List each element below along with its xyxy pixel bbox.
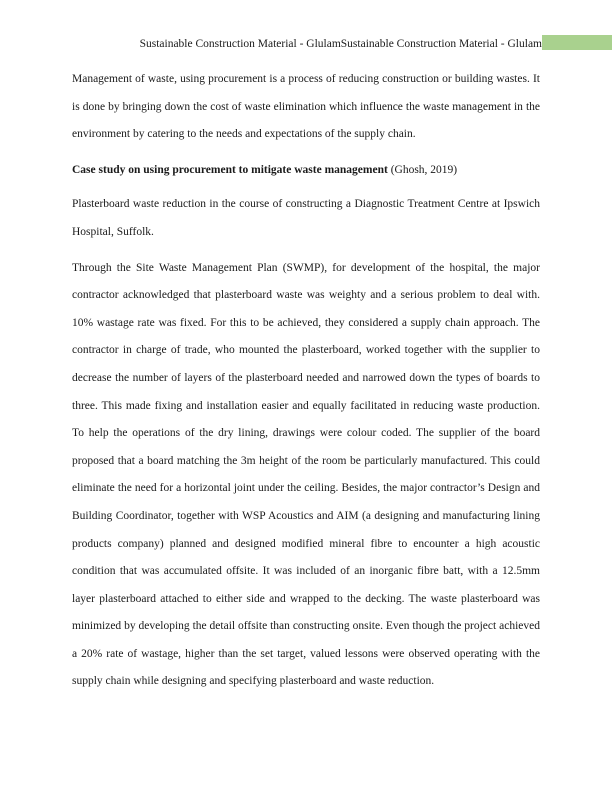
case-study-citation: (Ghosh, 2019) <box>387 163 458 176</box>
running-header: Sustainable Construction Material - GlulamSustainable Construction Material - Glulam <box>139 38 542 50</box>
paragraph-plasterboard-intro: Plasterboard waste reduction in the course of constructing a Diagnostic Treatment Centre at Ipswich Hospital, Suffolk. <box>72 198 540 238</box>
paragraph-swmp-details: Through the Site Waste Management Plan (SWMP), for development of the hospital, the major contractor acknowledged that plasterboard waste was weighty and a serious problem to deal with. 10% wastage rate was fixed. For this to be achieved, they considered a supply chain approach. The contractor in charge of trade, who mounted the plasterboard, worked together with the supplier to decrease the number of layers of the plasterboard needed and narrowed down the types of boards to three. This made fixing and installation easier and equally facilitated in reducing waste production. To help the operations of the dry lining, drawings were colour coded. The supplier of the board proposed that a board matching the 3m height of the room be particularly manufactured. This could eliminate the need for a horizontal joint under the ceiling. Besides, the major contractor’s Design and Building Coordinator, together with WSP Acoustics and AIM (a designing and manufacturing lining products company) planned and designed modified mineral fibre to encounter a high acoustic condition that was accumulated offsite. It was included of an inorganic fibre batt, with a 12.5mm layer plasterboard attached to either side and wrapped to the decking. The waste plasterboard was minimized by developing the detail offsite than constructing onsite. Even though the project achieved a 20% rate of wastage, higher than the set target, valued lessons were observed operating with the supply chain while designing and specifying plasterboard and waste reduction. <box>72 261 540 688</box>
case-study-heading-line <box>72 157 540 185</box>
paragraph-waste-management: Management of waste, using procurement is a process of reducing construction or building wastes. It is done by bringing down the cost of waste elimination which influence the waste management in the environment by catering to the needs and expectations of the supply chain. <box>72 73 540 141</box>
document-body <box>72 66 540 704</box>
case-study-heading: Case study on using procurement to mitigate waste management <box>72 163 388 176</box>
header-accent-bar <box>542 35 612 50</box>
